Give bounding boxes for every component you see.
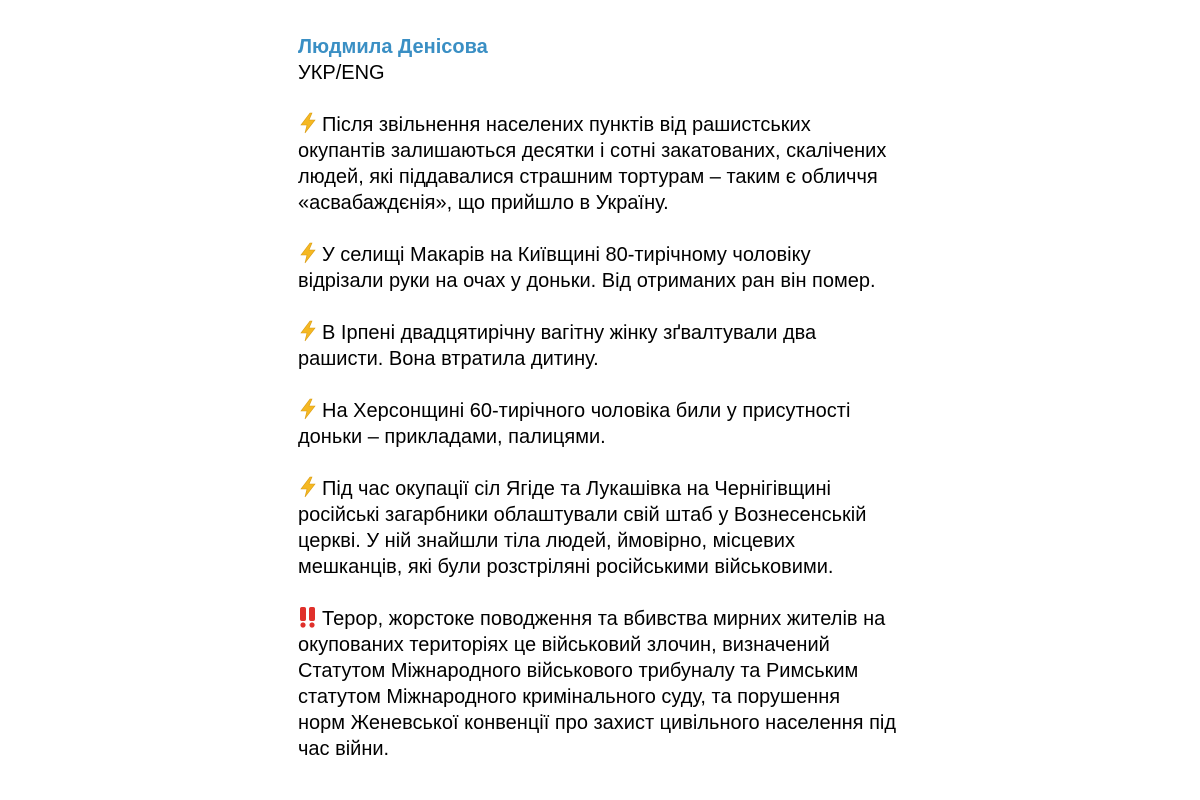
paragraph-line: рашисти. Вона втратила дитину. bbox=[298, 348, 599, 370]
paragraph-line: Терор, жорстоке поводження та вбивства мирних жителів на bbox=[298, 606, 938, 632]
paragraph-line: Під час окупації сіл Ягіде та Лукашівка на Чернігівщині bbox=[298, 476, 938, 502]
lightning-icon bbox=[298, 242, 318, 264]
paragraph-line: людей, які піддавалися страшним тортурам – таким є обличчя bbox=[298, 166, 878, 188]
paragraph-line: мешканців, які були розстріляні російськими військовими. bbox=[298, 556, 834, 578]
language-tag: УКР/ENG bbox=[298, 62, 385, 84]
post-author[interactable]: Людмила Денісова bbox=[298, 36, 488, 58]
post-paragraph bbox=[298, 476, 938, 580]
paragraph-line: В Ірпені двадцятирічну вагітну жінку зґвалтували два bbox=[298, 320, 938, 346]
post-paragraph bbox=[298, 606, 938, 762]
paragraph-line: норм Женевської конвенції про захист цивільного населення під bbox=[298, 712, 897, 734]
paragraph-line: статутом Міжнародного кримінального суду, та порушення bbox=[298, 686, 841, 708]
paragraph-line: Після звільнення населених пунктів від рашистських bbox=[298, 112, 938, 138]
paragraph-line: російські загарбники облаштували свій штаб у Вознесенській bbox=[298, 504, 867, 526]
paragraph-line: доньки – прикладами, палицями. bbox=[298, 426, 606, 448]
paragraph-line: церкві. У ній знайшли тіла людей, ймовірно, місцевих bbox=[298, 530, 795, 552]
lightning-icon bbox=[298, 398, 318, 420]
paragraph-line: окупованих територіях це військовий злочин, визначений bbox=[298, 634, 830, 656]
paragraph-line: Статутом Міжнародного військового трибуналу та Римським bbox=[298, 660, 859, 682]
post-paragraph bbox=[298, 398, 938, 450]
channel-post bbox=[298, 34, 938, 788]
paragraph-line: відрізали руки на очах у доньки. Від отриманих ран він помер. bbox=[298, 270, 876, 292]
paragraph-line: час війни. bbox=[298, 738, 390, 760]
paragraph-line: «асвабаждєнія», що прийшло в Україну. bbox=[298, 192, 669, 214]
lightning-icon bbox=[298, 112, 318, 134]
post-paragraph bbox=[298, 320, 938, 372]
post-paragraph bbox=[298, 112, 938, 216]
double-exclamation-icon bbox=[298, 606, 318, 628]
paragraph-line: окупантів залишаються десятки і сотні закатованих, скалічених bbox=[298, 140, 887, 162]
paragraph-line: У селищі Макарів на Київщині 80-тирічному чоловіку bbox=[298, 242, 938, 268]
lightning-icon bbox=[298, 320, 318, 342]
post-paragraph bbox=[298, 242, 938, 294]
lightning-icon bbox=[298, 476, 318, 498]
paragraph-line: На Херсонщині 60-тирічного чоловіка били у присутності bbox=[298, 398, 938, 424]
